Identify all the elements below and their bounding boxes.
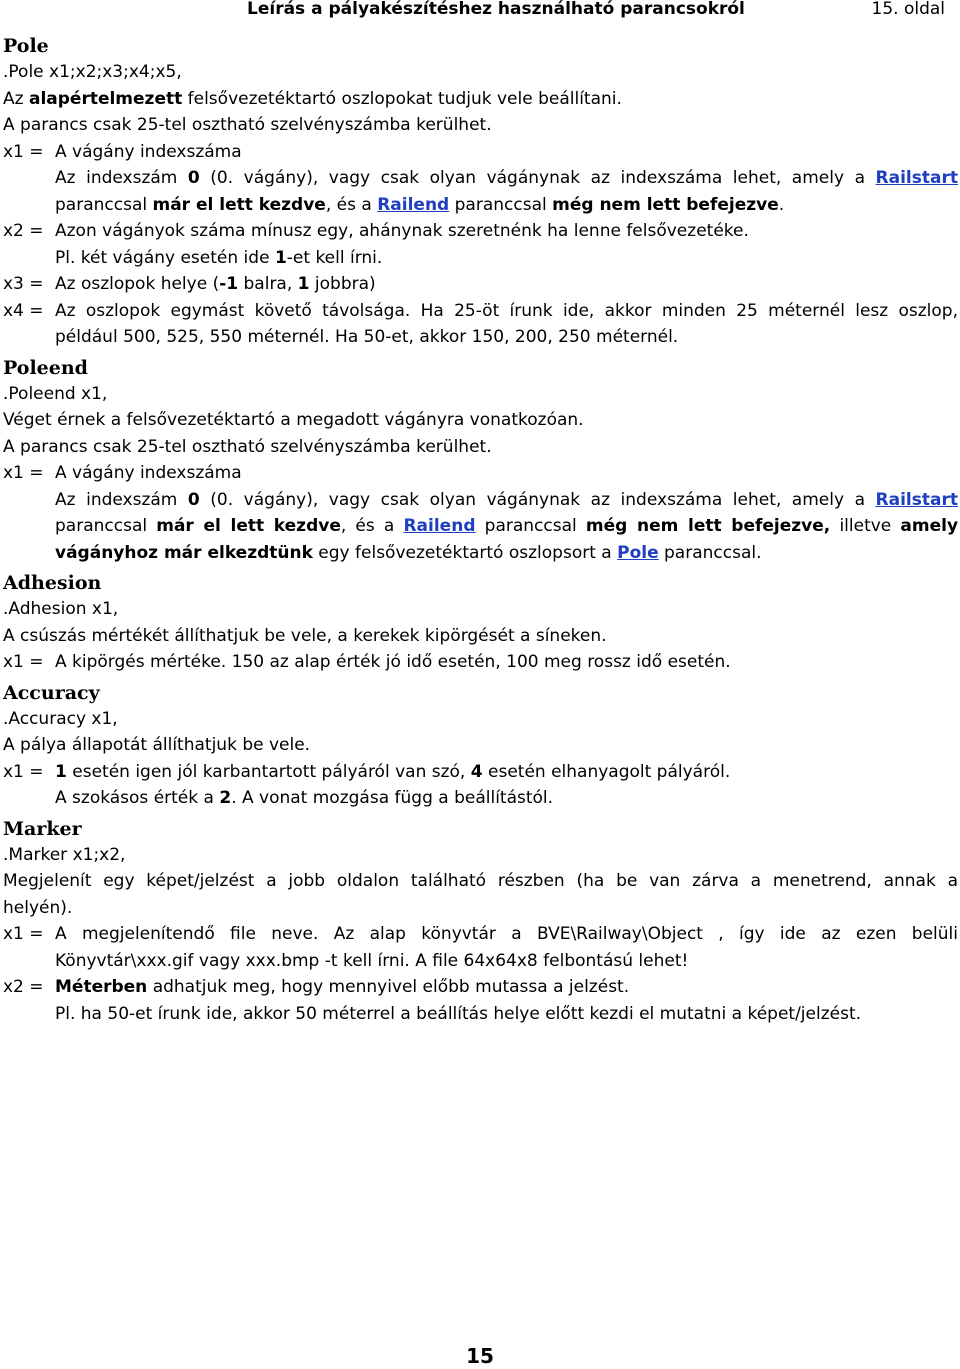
- parameter-x1: x1 = A vágány indexszáma Az indexszám 0 (0. vágány), vagy csak olyan vágánynak az indexszáma lehet, amely a Railstart paranccsal már el lett kezdve, és a Railend paranccsal még nem lett befejezve.: [3, 139, 958, 219]
- command-syntax: .Poleend x1,: [3, 383, 108, 404]
- section-heading-pole: Pole: [3, 35, 49, 57]
- railstart-link[interactable]: Railstart: [875, 489, 958, 510]
- param-label: x1 =: [3, 463, 44, 483]
- param-label: x3 =: [3, 274, 44, 294]
- param-label: x1 =: [3, 924, 44, 944]
- page-indicator: 15. oldal: [871, 0, 945, 19]
- parameter-x1: x1 = 1 esetén igen jól karbantartott pályáról van szó, 4 esetén elhanyagolt pályáról. A szokásos érték a 2. A vonat mozgása függ a beállítástól.: [3, 759, 958, 812]
- parameter-x2: x2 = Méterben adhatjuk meg, hogy mennyivel előbb mutassa a jelzést. Pl. ha 50-et írunk ide, akkor 50 méterrel a beállítás helye előtt kezdi el mutatni a képet/jelzést.: [3, 974, 958, 1027]
- command-syntax: .Marker x1;x2,: [3, 844, 126, 865]
- railend-link[interactable]: Railend: [377, 194, 450, 215]
- section-heading-accuracy: Accuracy: [3, 681, 100, 704]
- param-label: x1 =: [3, 141, 44, 162]
- param-label: x1 =: [3, 761, 44, 782]
- page-header: [0, 0, 960, 26]
- param-label: x2 =: [3, 221, 44, 241]
- description: A parancs csak 25-tel osztható szelvényszámba kerülhet.: [3, 115, 492, 135]
- param-label: x4 =: [3, 300, 44, 321]
- description: A csúszás mértékét állíthatjuk be vele, a kerekek kipörgését a síneken.: [3, 625, 607, 646]
- document-body: [3, 33, 958, 1027]
- description: Véget érnek a felsővezetéktartó a megadott vágányra vonatkozóan.: [3, 410, 584, 430]
- command-syntax: .Adhesion x1,: [3, 599, 119, 619]
- command-syntax: .Pole x1;x2;x3;x4;x5,: [3, 62, 182, 82]
- parameter-x1: x1 = A vágány indexszáma Az indexszám 0 (0. vágány), vagy csak olyan vágánynak az indexszáma lehet, amely a Railstart paranccsal már el lett kezdve, és a Railend paranccsal még nem lett befejezve, illetve amely vágányhoz már elkezdtünk egy felsővezetéktartó oszlopsort a Pole paranccsal.: [3, 460, 958, 566]
- parameter-x4: x4 = Az oszlopok egymást követő távolsága. Ha 25-öt írunk ide, akkor minden 25 méternél lesz oszlop, például 500, 525, 550 méternél. Ha 50-et, akkor 150, 200, 250 méternél.: [3, 298, 958, 351]
- param-label: x1 =: [3, 652, 44, 672]
- parameter-x2: x2 = Azon vágányok száma mínusz egy, ahánynak szeretnénk ha lenne felsővezetéke. Pl. két vágány esetén ide 1-et kell írni.: [3, 218, 958, 271]
- command-syntax: .Accuracy x1,: [3, 708, 118, 729]
- parameter-x3: x3 = Az oszlopok helye (-1 balra, 1 jobbra): [3, 271, 958, 298]
- description: helyén).: [3, 897, 73, 918]
- document-title: Leírás a pályakészítéshez használható parancsokról: [247, 0, 745, 19]
- railend-link[interactable]: Railend: [403, 516, 476, 536]
- page-number: 15: [466, 1344, 494, 1368]
- param-label: x2 =: [3, 977, 44, 997]
- description: Az alapértelmezett felsővezetéktartó oszlopokat tudjuk vele beállítani.: [3, 88, 622, 109]
- section-heading-adhesion: Adhesion: [3, 572, 102, 594]
- parameter-x1: x1 = A kipörgés mértéke. 150 az alap érték jó idő esetén, 100 meg rossz idő esetén.: [3, 649, 958, 676]
- description: Megjelenít egy képet/jelzést a jobb oldalon található részben (ha be van zárva a menetrend, annak a: [3, 871, 958, 891]
- section-heading-marker: Marker: [3, 817, 82, 840]
- description: A pálya állapotát állíthatjuk be vele.: [3, 735, 311, 755]
- parameter-x1: x1 = A megjelenítendő file neve. Az alap könyvtár a BVE\Railway\Object , így ide az ezen belüli Könyvtár\xxx.gif vagy xxx.bmp -t kell írni. A file 64x64x8 felbontású lehet!: [3, 921, 958, 974]
- pole-link[interactable]: Pole: [617, 542, 659, 563]
- section-heading-poleend: Poleend: [3, 356, 88, 379]
- railstart-link[interactable]: Railstart: [875, 168, 958, 188]
- description: A parancs csak 25-tel osztható szelvényszámba kerülhet.: [3, 436, 492, 457]
